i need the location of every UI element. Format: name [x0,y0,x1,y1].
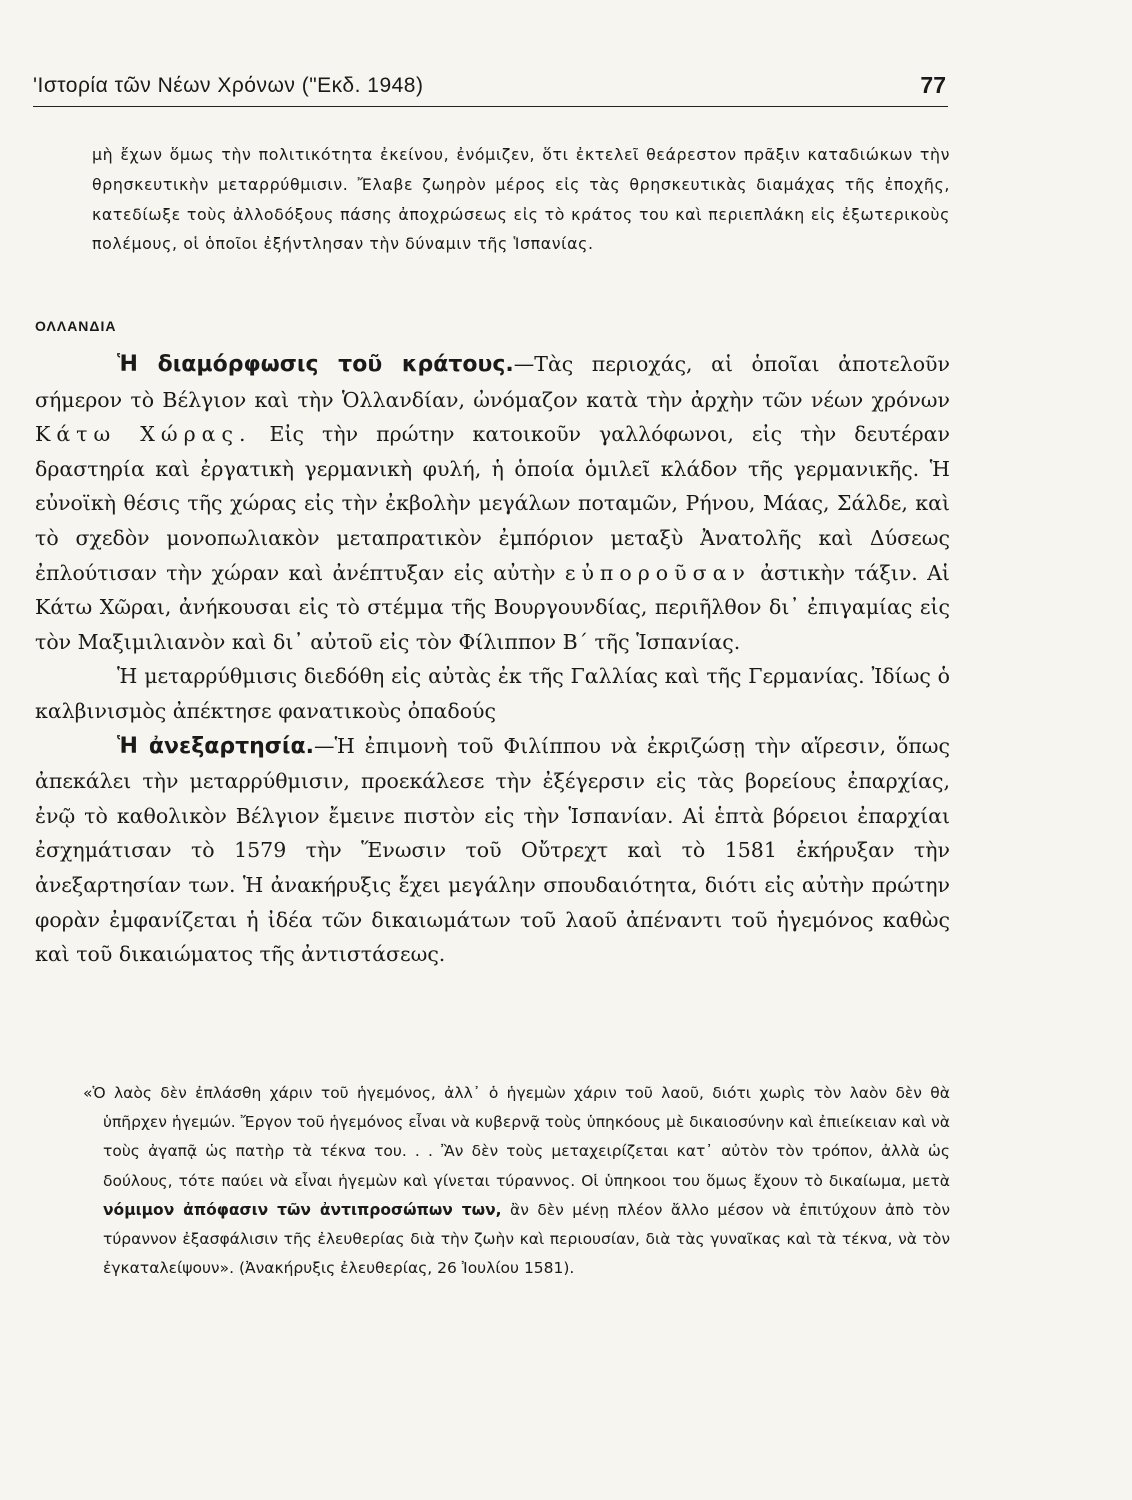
quote-source: (Ἀνακήρυξις ἐλευθερίας, 26 Ἰουλίου 1581). [238,1259,575,1278]
spaced-term-1: Κάτω Χώρας. [35,422,252,447]
quote-block [70,1079,950,1283]
quote-text-a: «Ὁ λαὸς δὲν ἐπλάσθη χάριν τοῦ ἡγεμόνος, ἀλλ᾽ ὁ ἡγεμὼν χάριν τοῦ λαοῦ, διότι χωρὶς τὸν λαὸν δὲν θὰ ὑπῆρχεν ἡγεμών. Ἔργον τοῦ ἡγεμόνος εἶναι νὰ κυβερνᾷ τοὺς ὑπηκόους μὲ δικαιοσύνην καὶ ἐπιείκειαν καὶ νὰ τοὺς ἀγαπᾷ ὡς πατὴρ τὰ τέκνα του. . . Ἂν δὲν τοὺς μεταχειρίζεται κατ᾽ αὐτὸν τὸν τρόπον, ἀλλὰ ὡς δούλους, τότε παύει νὰ εἶναι ἡγεμὼν καὶ γίνεται τύραννος. Οἱ ὑπηκοοι του ὅμως ἔχουν τὸ δικαίωμα, μετὰ [83,1084,950,1190]
page-header [33,72,948,107]
section-2-text: —Ἡ ἐπιμονὴ τοῦ Φιλίππου νὰ ἐκριζώσῃ τὴν αἵρεσιν, ὅπως ἀπεκάλει τὴν μεταρρύθμισιν, προεκάλεσε τὴν ἐξέγερσιν εἰς τὰς βορείους ἐπαρχίας, ἐνῷ τὸ καθολικὸν Βέλγιον ἔμεινε πιστὸν εἰς τὴν Ἱσπανίαν. Αἱ ἑπτὰ βόρειοι ἐπαρχίαι ἐσχημάτισαν τὸ 1579 τὴν Ἕνωσιν τοῦ Οὔτρεχτ καὶ τὸ 1581 ἐκήρυξαν τὴν ἀνεξαρτησίαν των. Ἡ ἀνακήρυξις ἔχει μεγάλην σπουδαιότητα, διότι εἰς αὐτὴν πρώτην φορὰν ἐμφανίζεται ἡ ἰδέα τῶν δικαιωμάτων τοῦ λαοῦ ἀπέναντι τοῦ ἡγεμόνος καθὼς καὶ τοῦ δικαιώματος τῆς ἀντιστάσεως. [35,733,951,967]
section-2-heading: Ἡ ἀνεξαρτησία. [117,733,314,759]
section-1-paragraph [35,347,950,659]
section-1-paragraph-2: Ἡ μεταρρύθμισις διεδόθη εἰς αὐτὰς ἐκ τῆς Γαλλίας καὶ τῆς Γερμανίας. Ἰδίως ὁ καλβινισμὸς ἀπέκτησε φανατικοὺς ὀπαδούς [35,664,950,723]
quote-text-b: ἂν δὲν μένῃ πλέον ἄλλο μέσον νὰ ἐπιτύχουν ἀπὸ τὸν τύραννον ἐξασφάλισιν τῆς ἐλευθερίας διὰ τὴν ζωὴν καὶ περιουσίαν, διὰ τὰς γυναῖκας καὶ τὰ τέκνα, νὰ τὸν ἐγκαταλείψουν». [103,1200,950,1278]
quote-bold-phrase: νόμιμον ἀπόφασιν τῶν ἀντιπροσώπων των, [103,1200,502,1219]
main-text [35,347,950,972]
section-1-text-b: Εἰς τὴν πρώτην κατοικοῦν γαλλόφωνοι, εἰς τὴν δευτέραν δραστηρία καὶ ἐργατικὴ γερμανικὴ φυλή, ἡ ὁποία ὁμιλεῖ κλάδον τῆς γερμανικῆς. Ἡ εὐνοϊκὴ θέσις τῆς χώρας εἰς τὴν ἐκβολὴν μεγάλων ποταμῶν, Ρήνου, Μάας, Σάλδε, καὶ τὸ σχεδὸν μονοπωλιακὸν μεταπρατικὸν ἐμπόριον μεταξὺ Ἀνατολῆς καὶ Δύσεως ἐπλούτισαν τὴν χώραν καὶ ἀνέπτυξαν εἰς αὐτὴν [35,422,950,585]
running-title: 'Ιστορία τῶν Νέων Χρόνων ("Εκδ. 1948) [33,74,424,97]
quote-paragraph [70,1079,950,1283]
page-number: 77 [920,72,946,98]
section-1-text-a: —Τὰς περιοχάς, αἱ ὁποῖαι ἀποτελοῦν σήμερον τὸ Βέλγιον καὶ τὴν Ὁλλανδίαν, ὠνόμαζον κατὰ τὴν ἀρχὴν τῶν νέων χρόνων [35,352,950,412]
intro-paragraph: μὴ ἔχων ὅμως τὴν πολιτικότητα ἐκείνου, ἐνόμιζεν, ὅτι ἐκτελεῖ θεάρεστον πρᾶξιν καταδιώκων τὴν θρησκευτικὴν μεταρρύθμισιν. Ἔλαβε ζωηρὸν μέρος εἰς τὰς θρησκευτικὰς διαμάχας τῆς ἐποχῆς, κατεδίωξε τοὺς ἀλλοδόξους πάσης ἀποχρώσεως εἰς τὸ κράτος του καὶ περιεπλάκη εἰς ἐξωτερικοὺς πολέμους, οἱ ὁποῖοι ἐξήντλησαν τὴν δύναμιν τῆς Ἱσπανίας. [92,145,950,254]
margin-label: ΟΛΛΑΝΔΙΑ [35,318,117,334]
section-1-text-c: ἀστικὴν τάξιν. Αἱ Κάτω Χῶραι, ἀνήκουσαι εἰς τὸ στέμμα τῆς Βουργουνδίας, περιῆλθον δι᾽ ἐπιγαμίας εἰς τὸν Μαξιμιλιανὸν καὶ δι᾽ αὐτοῦ εἰς τὸν Φίλιππον Β´ τῆς Ἱσπανίας. [35,560,950,654]
section-2-paragraph [35,729,950,972]
section-1-heading: Ἡ διαμόρφωσις τοῦ κράτους. [117,352,514,377]
spaced-term-2: εὐποροῦσαν [564,560,751,585]
